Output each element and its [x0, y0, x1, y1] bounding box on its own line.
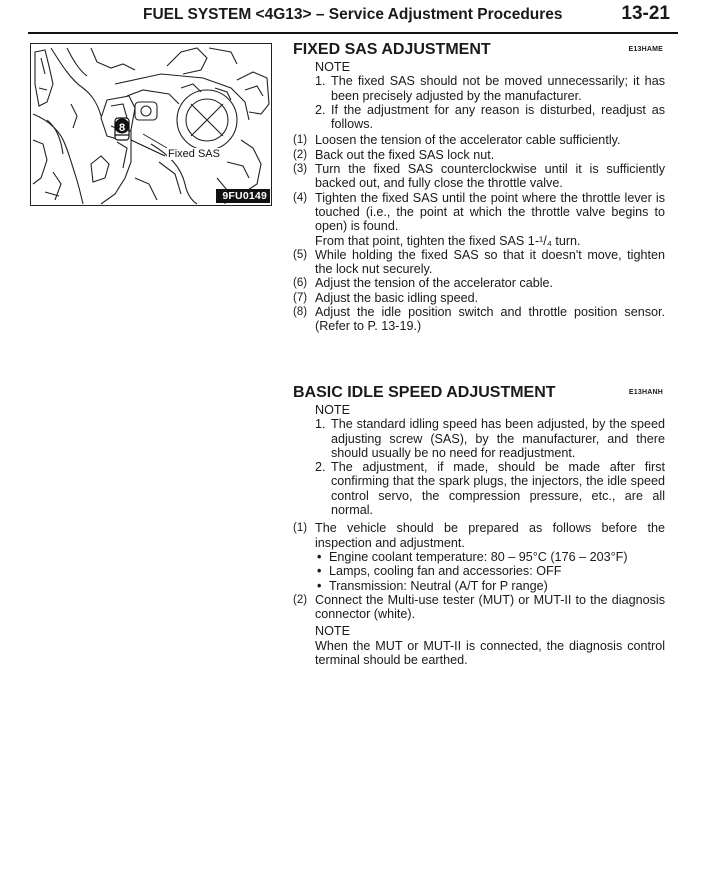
procedure-step: (2) Connect the Multi-use tester (MUT) or MUT-II to the diagnosis connector (white). — [293, 592, 665, 622]
section-code: E13HANH — [628, 389, 663, 396]
note-label: NOTE — [315, 60, 350, 74]
sub-note-label: NOTE — [315, 624, 350, 639]
page-number: 13-21 — [621, 3, 670, 24]
procedure-step: (7) Adjust the basic idling speed. — [293, 290, 479, 305]
procedure-step: (3) Turn the fixed SAS counterclockwise until it is sufficiently backed out, and fully close the throttle valve. — [293, 162, 665, 191]
engine-line-drawing — [31, 44, 271, 205]
procedure-step: (1) Loosen the tension of the accelerator cable sufficiently. — [293, 133, 621, 148]
bullet-item: • Transmission: Neutral (A/T for P range) — [317, 578, 548, 593]
procedure-step: (8) Adjust the idle position switch and throttle position sensor. (Refer to P. 13-19.) — [293, 305, 665, 334]
header-title: FUEL SYSTEM <4G13> – Service Adjustment Procedures — [143, 6, 563, 23]
note-label: NOTE — [315, 403, 350, 417]
note-item: 2. If the adjustment for any reason is disturbed, readjust as follows. — [315, 102, 665, 132]
page-header — [28, 0, 678, 34]
procedure-step: (2) Back out the fixed SAS lock nut. — [293, 147, 495, 162]
procedure-step: (4) Tighten the fixed SAS until the point where the throttle lever is touched (i.e., the point at which the throttle valve begins to open) is found. From that point, tighten the fixed SAS 1-¹/₄ turn. — [293, 190, 665, 248]
section-title: BASIC IDLE SPEED ADJUSTMENT — [293, 384, 556, 401]
bullet-item: • Engine coolant temperature: 80 – 95°C (176 – 203°F) — [317, 549, 628, 564]
section-title: FIXED SAS ADJUSTMENT — [293, 41, 491, 58]
sub-note-text: When the MUT or MUT-II is connected, the diagnosis control terminal should be earthed. — [315, 638, 665, 668]
fixed-sas-callout: Fixed SAS — [168, 148, 220, 160]
section-code: E13HAME — [628, 46, 663, 53]
note-item: 1. The fixed SAS should not be moved unnecessarily; it has been precisely adjusted by the manufacturer. — [315, 74, 665, 103]
bullet-item: • Lamps, cooling fan and accessories: OFF — [317, 564, 562, 579]
procedure-step: (5) While holding the fixed SAS so that it doesn't move, tighten the lock nut securely. — [293, 247, 665, 277]
callout-number: 8 — [118, 122, 126, 134]
basic-idle-section — [293, 383, 665, 667]
engine-illustration — [30, 43, 272, 206]
procedure-step: (6) Adjust the tension of the accelerator cable. — [293, 276, 554, 291]
callout-leader-line — [131, 140, 165, 156]
fixed-sas-section — [293, 40, 665, 334]
figure-code: 9FU0149 — [216, 189, 270, 203]
procedure-step: (1) The vehicle should be prepared as follows before the inspection and adjustment. — [293, 521, 665, 550]
note-item: 2. The adjustment, if made, should be made after first confirming that the spark plugs, the injectors, the idle speed control servo, the compression pressure, etc., are all normal. — [315, 460, 665, 518]
note-item: 1. The standard idling speed has been adjusted, by the speed adjusting screw (SAS), by the manufacturer, and there should usually be no need for readjustment. — [315, 417, 665, 460]
